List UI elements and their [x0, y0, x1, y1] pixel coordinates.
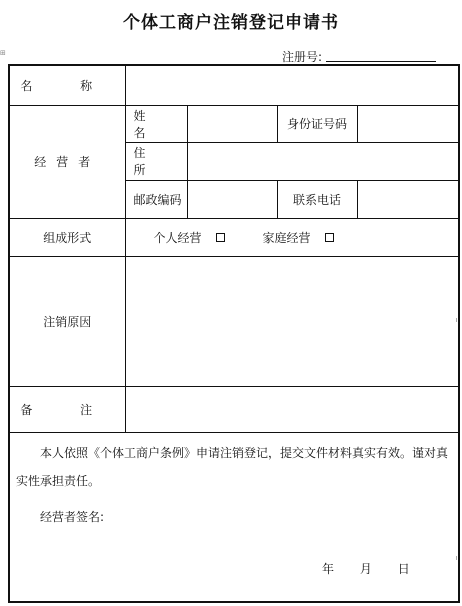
year-label: 年 — [322, 561, 335, 576]
declaration-cell — [9, 432, 459, 602]
option-family — [263, 229, 334, 246]
registration-number-field[interactable] — [326, 61, 436, 62]
form-title: 个体工商户注销登记申请书 — [123, 13, 339, 33]
residence-field[interactable] — [187, 142, 459, 180]
table-anchor-icon: ⊞ — [0, 49, 6, 57]
name-label-cell — [9, 65, 125, 105]
id-number-field[interactable] — [357, 105, 459, 142]
operator-label-cell — [9, 105, 125, 218]
reason-label: 注销原因 — [9, 256, 125, 386]
phone-label: 联系电话 — [277, 180, 357, 218]
registration-number — [282, 48, 322, 65]
operator-label: 经营者 — [34, 155, 101, 169]
reason-field[interactable] — [125, 256, 459, 386]
signature-label: 经营者签名: — [40, 509, 105, 524]
day-label: 日 — [397, 561, 410, 576]
surname-field[interactable] — [187, 105, 277, 142]
surname-label-cell — [125, 105, 187, 142]
date-line — [16, 555, 452, 583]
remarks-label-cell — [9, 386, 125, 432]
family-checkbox[interactable] — [325, 233, 334, 242]
name-label: 名 称 — [20, 78, 115, 93]
remarks-field[interactable] — [125, 386, 459, 432]
month-label: 月 — [359, 561, 372, 576]
residence-label: 住 所 — [133, 146, 168, 177]
org-form-options — [125, 218, 459, 256]
option-individual-label: 个人经营 — [153, 230, 202, 245]
name-field[interactable] — [125, 65, 459, 105]
org-form-label: 组成形式 — [9, 218, 125, 256]
phone-field[interactable] — [357, 180, 459, 218]
remarks-label: 备 注 — [20, 402, 115, 417]
postal-code-label: 邮政编码 — [125, 180, 187, 218]
surname-label: 姓 名 — [133, 108, 168, 140]
individual-checkbox[interactable] — [216, 233, 225, 242]
postal-code-field[interactable] — [187, 180, 277, 218]
option-individual — [154, 229, 225, 246]
residence-label-cell — [125, 142, 187, 180]
application-form-table — [8, 64, 460, 603]
option-family-label: 家庭经营 — [262, 230, 311, 245]
declaration-text: 本人依照《个体工商户条例》申请注销登记，提交文件材料真实有效。谨对真实性承担责任。 — [16, 445, 449, 488]
id-number-label: 身份证号码 — [277, 105, 357, 142]
registration-label: 注册号: — [282, 50, 323, 64]
